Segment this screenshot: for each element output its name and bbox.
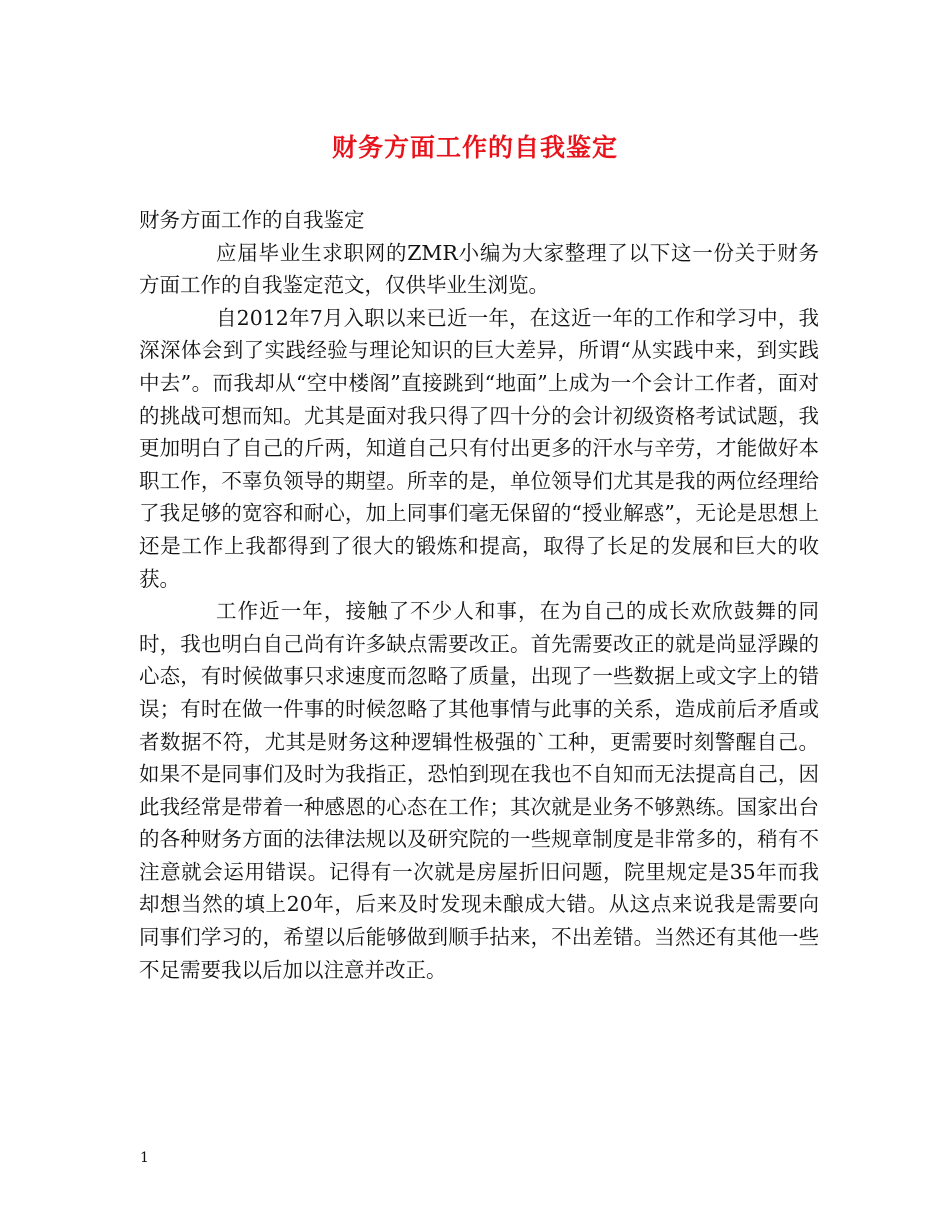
page-number: 1 [140, 1150, 149, 1166]
paragraph-shortcomings: 工作近一年，接触了不少人和事，在为自己的成长欢欣鼓舞的同时，我也明白自己尚有许多缺点需要改正。首先需要改正的就是尚显浮躁的心态，有时候做事只求速度而忽略了质量，出现了一些数据上或文字上的错误；有时在做一件事的时候忽略了其他事情与此事的关系，造成前后矛盾或者数据不符，尤其是财务这种逻辑性极强的`工种，更需要时刻警醒自己。如果不是同事们及时为我指正，恐怕到现在我也不自知而无法提高自己，因此我经常是带着一种感恩的心态在工作；其次就是业务不够熟练。国家出台的各种财务方面的法律法规以及研究院的一些规章制度是非常多的，稍有不注意就会运用错误。记得有一次就是房屋折旧问题，院里规定是35年而我却想当然的填上20年，后来及时发现未酿成大错。从这点来说我是需要向同事们学习的，希望以后能够做到顺手拈来，不出差错。当然还有其他一些不足需要我以后加以注意并改正。 [139, 599, 819, 982]
document-body [139, 204, 819, 986]
paragraph-experience: 自2012年7月入职以来已近一年，在这近一年的工作和学习中，我深深体会到了实践经验与理论知识的巨大差异，所谓“从实践中来，到实践中去”。而我却从“空中楼阁”直接跳到“地面”上成为一个会计工作者，面对的挑战可想而知。尤其是面对我只得了四十分的会计初级资格考试试题，我更加明白了自己的斤两，知道自己只有付出更多的汗水与辛劳，才能做好本职工作，不辜负领导的期望。所幸的是，单位领导们尤其是我的两位经理给了我足够的宽容和耐心，加上同事们毫无保留的“授业解惑”，无论是思想上还是工作上我都得到了很大的锻炼和提高，取得了长足的发展和巨大的收获。 [139, 305, 819, 591]
paragraph-intro: 应届毕业生求职网的ZMR小编为大家整理了以下这一份关于财务方面工作的自我鉴定范文，仅供毕业生浏览。 [139, 240, 819, 298]
document-title: 财务方面工作的自我鉴定 [331, 133, 618, 162]
document-subtitle: 财务方面工作的自我鉴定 [139, 208, 365, 232]
